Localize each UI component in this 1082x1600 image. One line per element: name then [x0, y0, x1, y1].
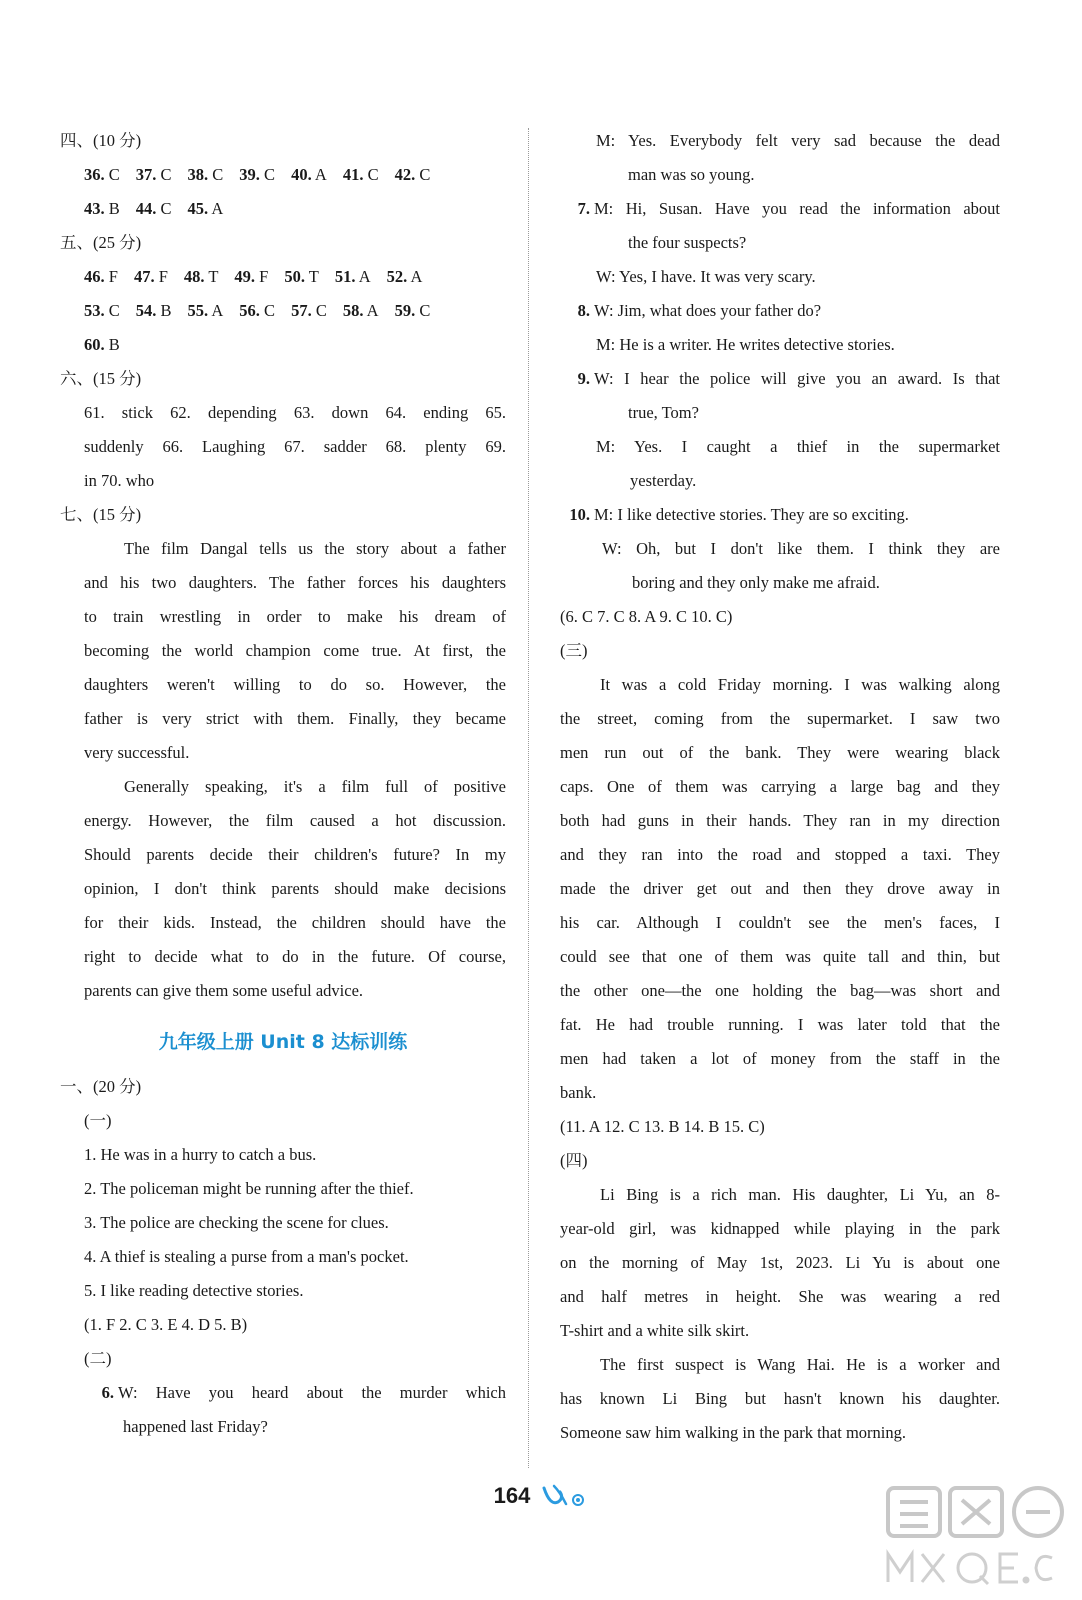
answer: 46. F — [84, 267, 118, 286]
essay-line: right to decide what to do in the future. Of course, — [84, 947, 506, 966]
passage-line: Someone saw him walking in the park that morning. — [560, 1423, 906, 1442]
answer: 48. T — [183, 267, 219, 286]
answer: 58. A — [342, 301, 379, 320]
answer-row — [60, 192, 506, 226]
essay-line: to train wrestling in order to make his dream of — [84, 607, 506, 626]
answer: 47. F — [133, 267, 168, 286]
swirl-ornament-icon — [540, 1482, 590, 1517]
essay-line: father is very strict with them. Finally, they became — [84, 709, 506, 728]
dialogue-continuation: yesterday. — [630, 471, 697, 490]
answer: 57. C — [291, 301, 327, 320]
dialogue-text: W: Have you heard about the murder which — [118, 1383, 506, 1402]
answer: 41. C — [342, 165, 379, 184]
essay-line: parents can give them some useful advice. — [84, 981, 364, 1000]
essay-line: energy. However, the film caused a hot discussion. — [84, 811, 506, 830]
answer: 59. C — [394, 301, 431, 320]
listening-sentence: 4. A thief is stealing a purse from a man's pocket. — [84, 1247, 409, 1266]
dialogue-line — [560, 192, 1000, 226]
part-3-heading: (三) — [560, 641, 588, 660]
answer-row — [60, 294, 506, 328]
answer: 49. F — [234, 267, 269, 286]
part-2-answers: (6. C 7. C 8. A 9. C 10. C) — [560, 607, 733, 626]
listening-sentence: 2. The policeman might be running after the thief. — [84, 1179, 414, 1198]
answer: 56. C — [239, 301, 276, 320]
passage-line: T-shirt and a white silk skirt. — [560, 1321, 750, 1340]
passage-line: on the morning of May 1st, 2023. Li Yu is about one — [560, 1253, 1000, 1272]
answer: 60. B — [84, 335, 120, 354]
dialogue-line — [560, 498, 1000, 532]
passage-line: the other one—the one holding the bag—was short and — [560, 981, 1000, 1000]
column-divider — [528, 128, 529, 1468]
dialogue-text: W: Jim, what does your father do? — [594, 301, 822, 320]
answer: 43. B — [84, 199, 120, 218]
dialogue-line: W: Yes, I have. It was very scary. — [596, 267, 816, 286]
dialogue-continuation: true, Tom? — [628, 403, 699, 422]
dialogue-line: M: Yes. I caught a thief in the supermarket — [596, 437, 1000, 456]
passage-line: both had guns in their hands. They ran in my direction — [560, 811, 1000, 830]
passage-line: men had taken a lot of money from the staff in the — [560, 1049, 1000, 1068]
passage-line: caps. One of them was carrying a large bag and they — [560, 777, 1000, 796]
passage-line: the street, coming from the supermarket. I saw two — [560, 709, 1000, 728]
dialogue-text: M: I like detective stories. They are so exciting. — [594, 505, 909, 524]
answer-row — [60, 328, 506, 362]
page-number: 164 — [493, 1483, 531, 1508]
answer: 51. A — [334, 267, 371, 286]
answer: 50. T — [284, 267, 319, 286]
answer-row — [60, 158, 506, 192]
right-column — [560, 124, 1000, 1450]
passage-line: bank. — [560, 1083, 597, 1102]
section-7-heading: 七、(15 分) — [60, 505, 142, 524]
passage-line: year-old girl, was kidnapped while playing in the park — [560, 1219, 1000, 1238]
listening-sentence: 3. The police are checking the scene for clues. — [84, 1213, 389, 1232]
answer: 44. C — [135, 199, 172, 218]
question-number: 8. — [577, 301, 590, 320]
essay-line: daughters weren't willing to do so. However, the — [84, 675, 506, 694]
question-number: 10. — [569, 505, 590, 524]
part-3-answers: (11. A 12. C 13. B 14. B 15. C) — [560, 1117, 765, 1136]
passage-line: made the driver get out and then they drove away in — [560, 879, 1000, 898]
dialogue-text: W: I hear the police will give you an award. Is that — [594, 369, 1000, 388]
essay-line: for their kids. Instead, the children should have the — [84, 913, 506, 932]
answer-row — [60, 260, 506, 294]
dialogue-text: M: Hi, Susan. Have you read the information about — [594, 199, 1000, 218]
passage-line: and they ran into the road and stopped a taxi. They — [560, 845, 1000, 864]
part-2-heading: (二) — [84, 1349, 112, 1368]
listening-sentence: 1. He was in a hurry to catch a bus. — [84, 1145, 317, 1164]
unit-title: 九年级上册 Unit 8 达标训练 — [158, 1031, 408, 1053]
answer: 45. A — [187, 199, 224, 218]
listening-sentence: 5. I like reading detective stories. — [84, 1281, 304, 1300]
question-number: 7. — [577, 199, 590, 218]
answer: 53. C — [84, 301, 120, 320]
question-number: 9. — [577, 369, 590, 388]
dialogue-line: M: Yes. Everybody felt very sad because the dead — [596, 131, 1000, 150]
question-number: 6. — [101, 1383, 114, 1402]
essay-line: opinion, I don't think parents should make decisions — [84, 879, 506, 898]
dialogue-continuation: man was so young. — [628, 165, 755, 184]
essay-line: Should parents decide their children's future? In my — [84, 845, 506, 864]
essay-line: Generally speaking, it's a film full of positive — [124, 777, 506, 796]
passage-line: The first suspect is Wang Hai. He is a worker and — [600, 1355, 1000, 1374]
essay-line: and his two daughters. The father forces his daughters — [84, 573, 506, 592]
passage-line: could see that one of them was quite tall and thin, but — [560, 947, 1000, 966]
dialogue-line: M: He is a writer. He writes detective stories. — [596, 335, 895, 354]
watermark-logo-icon — [880, 1480, 1070, 1600]
left-column — [60, 124, 506, 1444]
answer: 40. A — [291, 165, 327, 184]
cloze-answers-line: in 70. who — [84, 471, 155, 490]
passage-line: men run out of the bank. They were wearing black — [560, 743, 1000, 762]
answer: 39. C — [239, 165, 276, 184]
answer: 37. C — [135, 165, 172, 184]
passage-line: fat. He had trouble running. I was later told that the — [560, 1015, 1000, 1034]
answer: 42. C — [394, 165, 431, 184]
essay-line: becoming the world champion come true. At first, the — [84, 641, 506, 660]
passage-line: It was a cold Friday morning. I was walking along — [600, 675, 1000, 694]
essay-line: The film Dangal tells us the story about a father — [124, 539, 506, 558]
dialogue-line: W: Oh, but I don't like them. I think they are — [602, 539, 1000, 558]
dialogue-continuation: boring and they only make me afraid. — [632, 573, 880, 592]
answer: 55. A — [187, 301, 224, 320]
passage-line: has known Li Bing but hasn't known his daughter. — [560, 1389, 1000, 1408]
dialogue-line — [560, 362, 1000, 396]
part-1-heading: (一) — [84, 1111, 112, 1130]
answer: 54. B — [135, 301, 172, 320]
passage-line: and half metres in height. She was wearing a red — [560, 1287, 1000, 1306]
section-4-heading: 四、(10 分) — [60, 131, 142, 150]
section-6-heading: 六、(15 分) — [60, 369, 142, 388]
dialogue-line — [560, 294, 1000, 328]
section-1-heading: 一、(20 分) — [60, 1077, 142, 1096]
cloze-answers-line: 61. stick 62. depending 63. down 64. ending 65. — [84, 403, 506, 422]
passage-line: Li Bing is a rich man. His daughter, Li Yu, an 8- — [600, 1185, 1000, 1204]
answer: 52. A — [386, 267, 423, 286]
dialogue-line — [60, 1376, 506, 1410]
answer: 38. C — [187, 165, 224, 184]
answer: 36. C — [84, 165, 120, 184]
dialogue-continuation: happened last Friday? — [123, 1417, 268, 1436]
part-1-answers: (1. F 2. C 3. E 4. D 5. B) — [84, 1315, 248, 1334]
section-5-heading: 五、(25 分) — [60, 233, 142, 252]
part-4-heading: (四) — [560, 1151, 588, 1170]
essay-line: very successful. — [84, 743, 190, 762]
dialogue-continuation: the four suspects? — [628, 233, 747, 252]
cloze-answers-line: suddenly 66. Laughing 67. sadder 68. plenty 69. — [84, 437, 506, 456]
passage-line: his car. Although I couldn't see the men's faces, I — [560, 913, 1000, 932]
